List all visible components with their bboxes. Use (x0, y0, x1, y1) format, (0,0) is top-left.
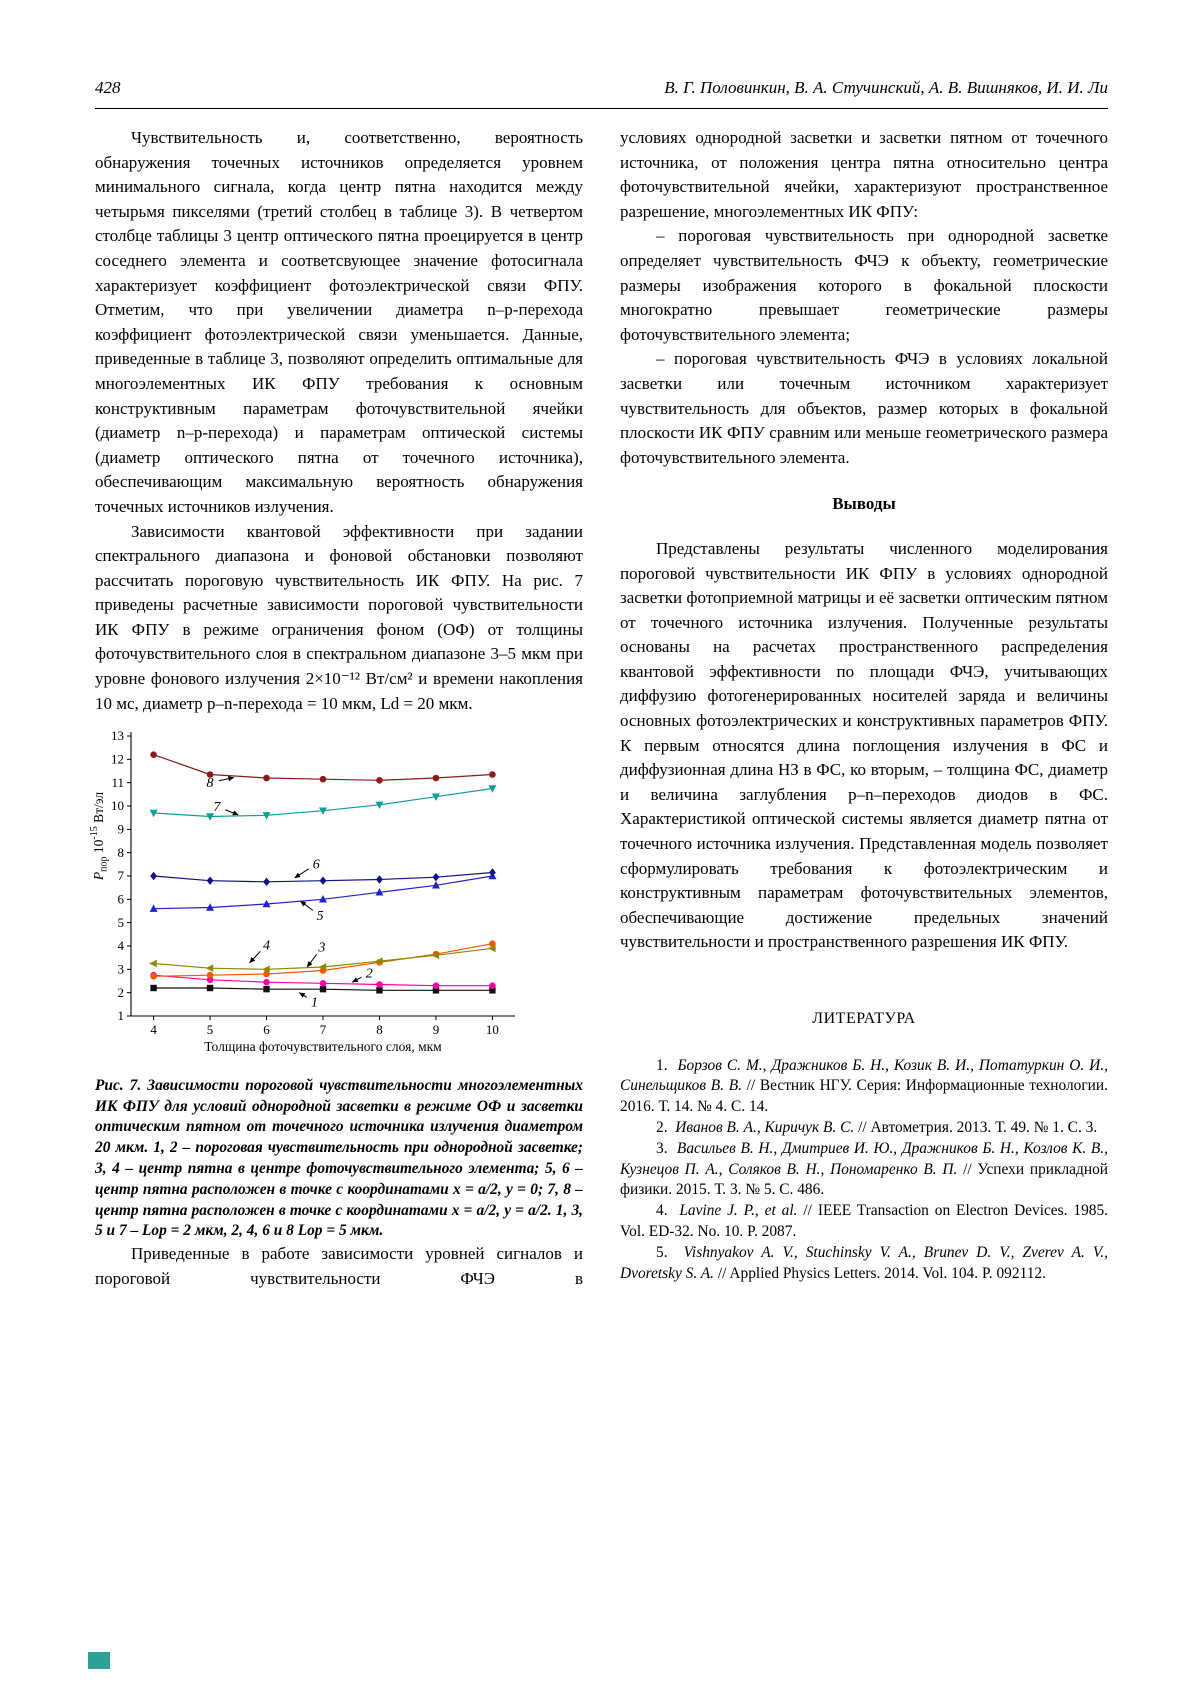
paragraph: – пороговая чувствительность ФЧЭ в условиях локальной засветки или точечным источником характеризует чувствительность для объектов, размер которых в фокальной плоскости ИК ФПУ сравним или меньше геометрического размера фоточувствительного элемента. (620, 349, 1108, 467)
svg-text:3: 3 (318, 940, 326, 956)
corner-stamp (88, 1652, 110, 1669)
left-column (89, 126, 583, 1291)
svg-text:1: 1 (311, 995, 319, 1011)
svg-text:10: 10 (111, 798, 124, 814)
paragraph: Чувствительность и, соответственно, вероятность обнаружения точечных источников определяется уровнем минимального сигнала, когда центр пятна находится между четырьмя пикселями (третий столбец в таблице 3). В четвертом столбце таблицы 3 центр оптического пятна проецируется в центр соседнего элемента и соответсвующее значение фотосигнала характеризует коэффициент фотоэлектрической связи ФПУ. Отметим, что при увеличении диаметра n–p-перехода коэффициент фотоэлектрической связи уменьшается. Данные, приведенные в таблице 3, позволяют определить оптимальные для многоэлементных ИК ФПУ требования к основным конструктивным параметрам фоточувствительной ячейки (диаметр n–p-перехода) и параметрам оптической системы (диаметр оптического пятна от точечного источника), обеспечивающим максимальную вероятность обнаружения точечных источников излучения. (95, 128, 583, 516)
svg-text:5: 5 (117, 915, 124, 931)
reference-item: 5. Vishnyakov A. V., Stuchinsky V. A., Brunev D. V., Zverev A. V., Dvoretsky S. A. // Applied Physics Letters. 2014. Vol. 104. P. 092112. (620, 1243, 1108, 1282)
header-rule (95, 108, 1108, 109)
svg-text:7: 7 (319, 1022, 327, 1038)
figure-7-caption: Рис. 7. Зависимости пороговой чувствительности многоэлементных ИК ФПУ для условий однородной засветки в режиме ОФ и засветки оптическим пятном от точечного источника излучения диаметром 20 мкм. 1, 2 – пороговая чувствительность при однородной засветке; 3, 4 – центр пятна в центре фоточувствительного элемента; 5, 6 – центр пятна расположен в точке с координатами x = a/2, y = 0; 7, 8 – центр пятна расположен в точке с координатами x = a/2, y = a/2. 1, 3, 5 и 7 – Lор = 2 мкм, 2, 4, 6 и 8 Lор = 5 мкм. (95, 1076, 583, 1240)
svg-text:1: 1 (117, 1008, 124, 1024)
paragraph: условиях однородной засветки и засветки пятном от точечного источника, от положения центра пятна относительно центра фоточувствительной ячейки, характеризуют пространственное разрешение, многоэлементных ИК ФПУ: (620, 128, 1108, 221)
svg-text:13: 13 (111, 728, 124, 744)
running-authors: В. Г. Половинкин, В. А. Стучинский, А. В. Вишняков, И. И. Ли (664, 78, 1108, 97)
svg-text:3: 3 (117, 961, 124, 977)
svg-text:Pпор 10-15 Вт/эл: $P_{пор}$ $10^{-15}$ Вт/эл (89, 792, 110, 881)
page-header (95, 78, 1108, 98)
literature-heading: ЛИТЕРАТУРА (812, 1010, 916, 1027)
svg-text:6: 6 (263, 1022, 270, 1038)
svg-text:8: 8 (376, 1022, 383, 1038)
paragraph: Зависимости квантовой эффективности при задании спектрального диапазона и фоновой обстановки позволяют рассчитать пороговую чувствительность ИК ФПУ. На рис. 7 приведены расчетные зависимости пороговой чувствительности ИК ФПУ в режиме ограничения фоном (ОФ) от толщины фоточувствительного слоя в спектральном диапазоне 3–5 мкм при уровне фонового излучения 2×10⁻¹² Вт/см² и времени накопления 10 мс, диаметр p–n-перехода = 10 мкм, Ld = 20 мкм. (95, 521, 583, 713)
conclusions-heading: Выводы (832, 494, 896, 514)
svg-text:6: 6 (117, 891, 124, 907)
right-column (620, 126, 1108, 1284)
paragraph: – пороговая чувствительность при однородной засветке определяет чувствительность ФЧЭ к объекту, геометрические размеры изображения которого в фокальной плоскости многократно превышает геометрические размеры фоточувствительного элемента; (620, 226, 1108, 344)
reference-item: 2. Иванов В. А., Киричук В. С. // Автометрия. 2013. Т. 49. № 1. С. 3. (656, 1118, 1098, 1136)
reference-item: 1. Борзов С. М., Дражников Б. Н., Козик В. И., Потатуркин О. И., Синельщиков В. В. // Вестник НГУ. Серия: Информационные технологии. 2016. Т. 14. № 4. С. 14. (620, 1056, 1108, 1116)
svg-text:5: 5 (206, 1022, 214, 1038)
reference-item: 4. Lavine J. P., et al. // IEEE Transaction on Electron Devices. 1985. Vol. ED-32. No. 10. P. 2087. (620, 1202, 1108, 1240)
svg-text:4: 4 (263, 938, 271, 954)
page-number: 428 (95, 78, 121, 97)
svg-text:9: 9 (432, 1022, 440, 1038)
svg-text:Толщина фоточувствительного сл: Толщина фоточувствительного слоя, мкм (204, 1039, 442, 1055)
svg-text:7: 7 (117, 868, 124, 884)
reference-item: 3. Васильев В. Н., Дмитриев И. Ю., Дражников Б. Н., Козлов К. В., Кузнецов П. А., Соляков В. Н., Пономаренко В. П. // Успехи прикладной физики. 2015. Т. 3. № 5. С. 486. (620, 1139, 1108, 1199)
svg-text:2: 2 (117, 985, 124, 1001)
svg-text:12: 12 (111, 751, 124, 767)
svg-text:8: 8 (117, 845, 124, 861)
svg-text:8: 8 (206, 776, 214, 792)
svg-text:6: 6 (312, 857, 320, 873)
references-list (620, 1056, 1108, 1285)
paragraph: Приведенные в работе зависимости уровней сигналов и пороговой чувствительности ФЧЭ в (95, 1244, 583, 1288)
figure-7 (91, 726, 583, 1066)
svg-text:4: 4 (150, 1022, 157, 1038)
svg-text:9: 9 (117, 821, 124, 837)
svg-text:5: 5 (316, 909, 324, 925)
figure-7-chart (91, 726, 527, 1058)
svg-text:2: 2 (365, 966, 373, 982)
svg-text:4: 4 (117, 938, 124, 954)
conclusions-paragraph: Представлены результаты численного моделирования пороговой чувствительности ИК ФПУ в условиях однородной засветки фотоприемной матрицы и её засветки оптическим пятном от точечного источника излучения. Полученные результаты основаны на расчетах пространственного распределения квантовой эффективности по площади ФЧЭ, учитывающих диффузию фотогенерированных носителей заряда и величины основных фотоэлектрических и конструктивных параметров ФПУ. К первым относятся длина поглощения излучения в ФС и диффузионная длина НЗ в ФС, ко вторым, – толщина ФС, диаметр и величина заглубления p–n–переходов диодов в ФС. Характеристикой оптической системы является диаметр пятна от точечного источника излучения. Представленная модель позволяет сформулировать требования к фотоэлектрическим и конструктивным параметрам фоточувствительных элементов, обеспечивающие достижение предельных значений чувствительности и пространственного разрешения ИК ФПУ. (620, 538, 1108, 952)
svg-text:7: 7 (213, 800, 221, 816)
svg-text:10: 10 (485, 1022, 499, 1038)
svg-text:11: 11 (111, 775, 124, 791)
